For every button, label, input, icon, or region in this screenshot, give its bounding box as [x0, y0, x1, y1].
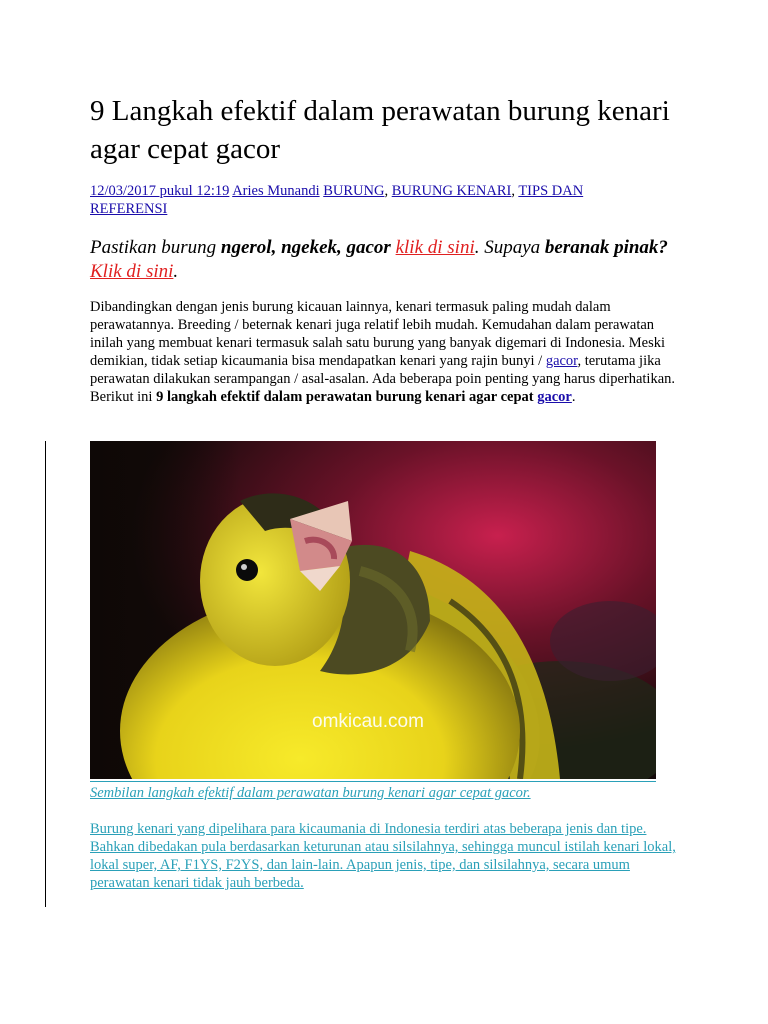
body-paragraph-link[interactable]: Burung kenari yang dipelihara para kicaumania di Indonesia terdiri atas beberapa jenis dan tipe. Bahkan dibedakan pula berdasarkan keturunan atau silsilahnya, sehingga muncul istilah kenari lokal, lokal super, AF, F1YS, F2YS, dan lain-lain. Apapun jenis, tipe, dan silsilahnya, secara umum perawatan kenari tidak jauh berbeda.: [90, 821, 676, 891]
intro-paragraph: [90, 298, 690, 406]
category-link-burung-kenari[interactable]: BURUNG KENARI: [391, 183, 512, 199]
promo-bold-2: beranak pinak?: [544, 237, 668, 258]
photo-divider: [90, 781, 656, 782]
gacor-bold-link[interactable]: gacor: [537, 389, 572, 405]
category-link-burung[interactable]: BURUNG: [323, 183, 385, 199]
promo-link-1[interactable]: klik di sini: [395, 237, 475, 258]
promo-link-2[interactable]: Klik di sini: [90, 261, 174, 282]
post-meta: 12/03/2017 pukul 12:19 Aries Munandi BURUNG, BURUNG KENARI, TIPS DAN REFERENSI: [90, 183, 584, 217]
intro-text-middle: , terutama jika perawatan dilakukan serampangan / asal-asalan. Ada beberapa poin penting yang harus diperhatikan. Berikut ini: [90, 353, 676, 405]
promo-banner: [90, 236, 700, 284]
post-date-link[interactable]: 12/03/2017 pukul 12:19: [90, 183, 230, 199]
photo-caption-link[interactable]: Sembilan langkah efektif dalam perawatan burung kenari agar cepat gacor.: [90, 785, 531, 801]
promo-prefix: Pastikan burung: [90, 237, 221, 258]
promo-middle: . Supaya: [474, 237, 545, 258]
promo-end: .: [173, 261, 179, 282]
promo-bold-1: ngerol, ngekek, gacor: [220, 237, 391, 258]
photo-watermark: omkicau.com: [312, 711, 424, 732]
author-link[interactable]: Aries Munandi: [232, 183, 320, 199]
canary-photo: [90, 441, 656, 779]
intro-text-end: .: [571, 389, 576, 405]
gacor-link[interactable]: gacor: [545, 353, 578, 369]
article-title: 9 Langkah efektif dalam perawatan burung kenari agar cepat gacor: [90, 95, 670, 165]
intro-bold-text: 9 langkah efektif dalam perawatan burung kenari agar cepat: [156, 389, 538, 405]
category-link-tips[interactable]: TIPS DAN REFERENSI: [90, 183, 584, 217]
intro-text-before: Dibandingkan dengan jenis burung kicauan lainnya, kenari termasuk paling mudah dalam perawatannya. Breeding / beternak kenari juga relatif lebih mudah. Kemudahan dalam perawatan inilah yang membuat kenari termasuk salah satu burung yang banyak digemari di Indonesia. Meski demikian, tidak setiap kicaumania bisa mendapatkan kenari yang rajin bunyi /: [90, 299, 666, 369]
left-margin-rule: [45, 441, 46, 907]
